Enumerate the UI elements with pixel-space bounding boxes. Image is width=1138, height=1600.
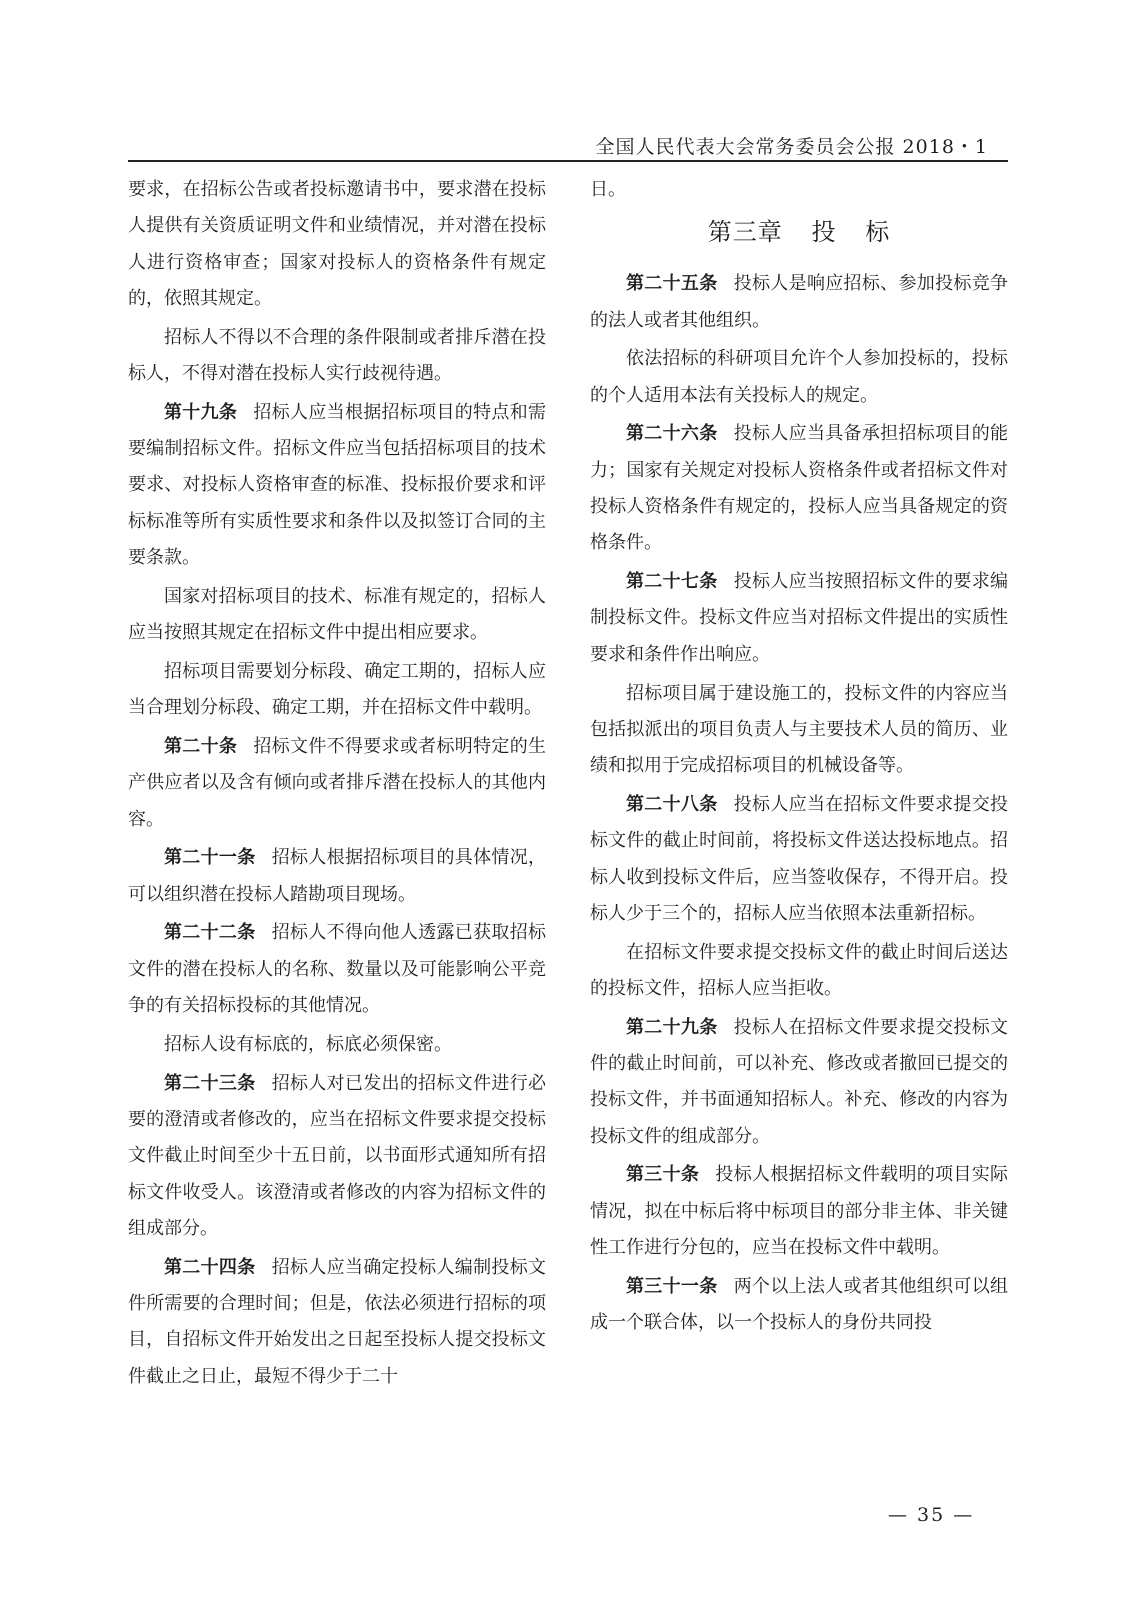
paragraph [128, 729, 546, 838]
paragraph [128, 915, 546, 1024]
paragraph-text: 投标人是响应招标、参加投标竞争的法人或者其他组织。 [590, 273, 1009, 331]
paragraph [590, 787, 1008, 932]
paragraph-text: 招标文件不得要求或者标明特定的生产供应者以及含有倾向或者排斥潜在投标人的其他内容。 [128, 735, 547, 830]
paragraph [590, 416, 1008, 561]
article-number: 第二十九条 [626, 1016, 718, 1038]
paragraph-text: 招标项目属于建设施工的，投标文件的内容应当包括拟派出的项目负责人与主要技术人员的简历、业绩和拟用于完成招标项目的机械设备等。 [590, 682, 1008, 777]
paragraph-text: 招标人应当确定投标人编制投标文件所需要的合理时间；但是，依法必须进行招标的项目，自招标文件开始发出之日起至投标人提交投标文件截止之日止，最短不得少于二十 [128, 1256, 547, 1387]
paragraph-text: 招标人应当根据招标项目的特点和需要编制招标文件。招标文件应当包括招标项目的技术要求、对投标人资格审查的标准、投标报价要求和评标标准等所有实质性要求和条件以及拟签订合同的主要条款。 [128, 401, 547, 568]
paragraph-text: 要求，在招标公告或者投标邀请书中，要求潜在投标人提供有关资质证明文件和业绩情况，并对潜在投标人进行资格审查；国家对投标人的资格条件有规定的，依照其规定。 [128, 179, 546, 309]
article-number: 第二十二条 [164, 922, 256, 944]
paragraph-text: 投标人应当按照招标文件的要求编制投标文件。投标文件应当对招标文件提出的实质性要求和条件作出响应。 [590, 571, 1009, 665]
paragraph [128, 1027, 546, 1063]
article-number: 第二十一条 [164, 847, 256, 869]
article-number: 第二十四条 [164, 1256, 256, 1278]
paragraph-text: 投标人根据招标文件载明的项目实际情况，拟在中标后将中标项目的部分非主体、非关键性工作进行分包的，应当在投标文件中载明。 [590, 1164, 1009, 1259]
article-number: 第二十六条 [626, 423, 718, 445]
paragraph [590, 1269, 1008, 1342]
chapter-title-char: 投 [811, 218, 837, 247]
article-number: 第二十七条 [626, 571, 718, 593]
paragraph [128, 579, 546, 652]
paragraph [128, 654, 546, 727]
paragraph [128, 395, 546, 576]
paragraph [590, 266, 1008, 339]
paragraph-text: 招标项目需要划分标段、确定工期的，招标人应当合理划分标段、确定工期，并在招标文件中载明。 [128, 660, 546, 719]
right-column [590, 172, 1008, 1344]
article-number: 第二十三条 [164, 1072, 256, 1094]
paragraph [128, 840, 546, 913]
paragraph [590, 1157, 1008, 1266]
chapter-heading [590, 214, 1008, 250]
publication-header: 全国人民代表大会常务委员会公报 2018・1 [595, 136, 988, 158]
paragraph [590, 676, 1008, 785]
article-number: 第三十条 [626, 1164, 700, 1186]
paragraph-text: 在招标文件要求提交投标文件的截止时间后送达的投标文件，招标人应当拒收。 [590, 941, 1008, 999]
paragraph-text: 投标人应当在招标文件要求提交投标文件的截止时间前，将投标文件送达投标地点。招标人收到投标文件后，应当签收保存，不得开启。投标人少于三个的，招标人应当依照本法重新招标。 [590, 793, 1009, 924]
paragraph [128, 1250, 546, 1395]
paragraph [590, 564, 1008, 673]
paragraph [590, 935, 1008, 1008]
header-rule [128, 160, 1008, 162]
paragraph-text: 两个以上法人或者其他组织可以组成一个联合体，以一个投标人的身份共同投 [590, 1275, 1009, 1334]
paragraph-text: 投标人在招标文件要求提交投标文件的截止时间前，可以补充、修改或者撤回已提交的投标文件，并书面通知招标人。补充、修改的内容为投标文件的组成部分。 [590, 1016, 1009, 1147]
paragraph-continuation: 日。 [590, 179, 626, 200]
paragraph [128, 1066, 546, 1247]
paragraph-text: 国家对招标项目的技术、标准有规定的，招标人应当按照其规定在招标文件中提出相应要求。 [128, 585, 546, 644]
paragraph [590, 341, 1008, 414]
paragraph [590, 1010, 1008, 1155]
article-number: 第二十八条 [626, 793, 718, 815]
paragraph-text: 招标人不得以不合理的条件限制或者排斥潜在投标人，不得对潜在投标人实行歧视待遇。 [128, 326, 546, 384]
article-number: 第三十一条 [626, 1275, 718, 1297]
page-number: — 35 — [888, 1504, 975, 1526]
paragraph-text: 招标人根据招标项目的具体情况，可以组织潜在投标人踏勘项目现场。 [128, 847, 547, 905]
paragraph-text: 依法招标的科研项目允许个人参加投标的，投标的个人适用本法有关投标人的规定。 [590, 348, 1008, 406]
paragraph-text: 招标人不得向他人透露已获取招标文件的潜在投标人的名称、数量以及可能影响公平竞争的有关招标投标的其他情况。 [128, 922, 547, 1017]
left-column [128, 172, 546, 1397]
paragraph [128, 172, 546, 317]
paragraph-text: 投标人应当具备承担招标项目的能力；国家有关规定对投标人资格条件或者招标文件对投标人资格条件有规定的，投标人应当具备规定的资格条件。 [590, 423, 1009, 554]
paragraph-text: 招标人对已发出的招标文件进行必要的澄清或者修改的，应当在招标文件要求提交投标文件截止时间至少十五日前，以书面形式通知所有招标文件收受人。该澄清或者修改的内容为招标文件的组成部分。 [128, 1072, 547, 1239]
paragraph [128, 320, 546, 393]
paragraph-text: 招标人设有标底的，标底必须保密。 [164, 1033, 452, 1055]
chapter-number: 第三章 [707, 218, 783, 247]
article-number: 第二十条 [164, 735, 238, 757]
article-number: 第二十五条 [626, 273, 718, 295]
chapter-title-char: 标 [865, 218, 891, 247]
article-number: 第十九条 [164, 401, 238, 423]
